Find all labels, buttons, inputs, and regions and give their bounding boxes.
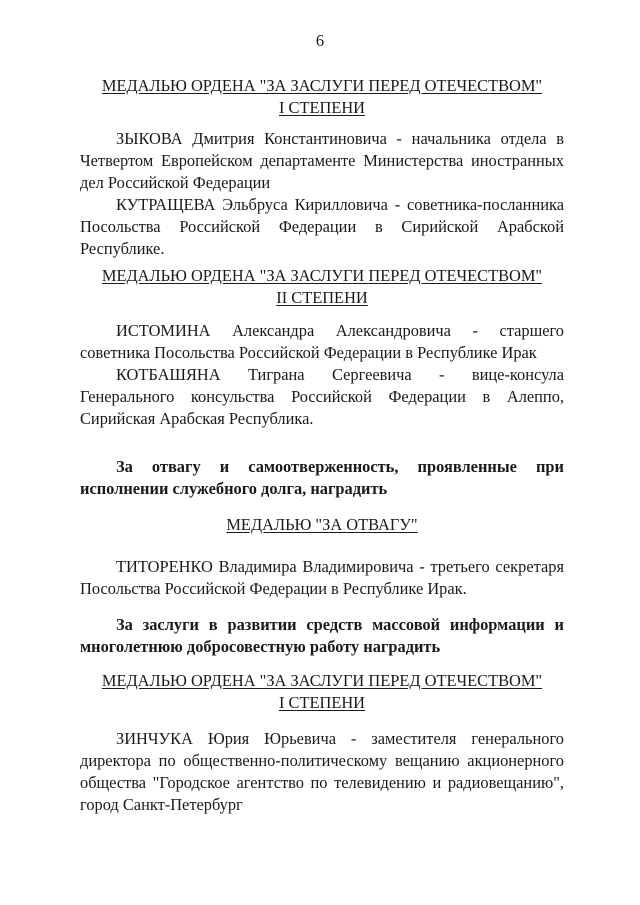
award-heading-degree: I СТЕПЕНИ <box>278 98 366 117</box>
award-reason: За заслуги в развитии средств массовой информации и многолетнюю добросовестную работу наградить <box>80 615 564 656</box>
recipient-details: Александра Александровича - старшего советника Посольства Российской Федерации в Республике Ирак <box>80 321 564 362</box>
award-entry <box>80 128 564 194</box>
award-heading-1 <box>80 75 564 119</box>
award-heading-3 <box>80 514 564 536</box>
award-entry <box>80 556 564 600</box>
award-heading-line: МЕДАЛЬЮ ОРДЕНА "ЗА ЗАСЛУГИ ПЕРЕД ОТЕЧЕСТВОМ" <box>101 671 543 690</box>
award-heading-degree: I СТЕПЕНИ <box>278 693 366 712</box>
recipient-details: Тиграна Сергеевича - вице-консула Генерального консульства Российской Федерации в Алеппо, Сирийская Арабская Республика. <box>80 365 564 428</box>
recipient-surname: КУТРАЩЕВА <box>116 195 216 214</box>
award-entry <box>80 320 564 364</box>
recipient-details: Владимира Владимировича - третьего секретаря Посольства Российской Федерации в Республике Ирак. <box>80 557 564 598</box>
award-heading-degree: II СТЕПЕНИ <box>276 288 368 307</box>
recipient-surname: ТИТОРЕНКО <box>116 557 213 576</box>
award-heading-4 <box>80 670 564 714</box>
award-entry <box>80 364 564 430</box>
recipient-details: Юрия Юрьевича - заместителя генерального директора по общественно-политическому вещанию акционерного общества "Городское агентство по телевидению и радиовещанию", город Санкт-Петербург <box>80 729 564 814</box>
award-heading-2 <box>80 265 564 309</box>
award-entry <box>80 728 564 816</box>
recipient-surname: ЗИНЧУКА <box>116 729 193 748</box>
award-heading-line: МЕДАЛЬЮ ОРДЕНА "ЗА ЗАСЛУГИ ПЕРЕД ОТЕЧЕСТВОМ" <box>101 266 543 285</box>
award-heading-line: МЕДАЛЬЮ ОРДЕНА "ЗА ЗАСЛУГИ ПЕРЕД ОТЕЧЕСТВОМ" <box>101 76 543 95</box>
award-reason: За отвагу и самоотверженность, проявленные при исполнении служебного долга, наградить <box>80 457 564 498</box>
recipient-details: Эльбруса Кирилловича - советника-посланника Посольства Российской Федерации в Сирийской Арабской Республике. <box>80 195 564 258</box>
award-heading-line: МЕДАЛЬЮ "ЗА ОТВАГУ" <box>226 515 418 534</box>
recipient-surname: ИСТОМИНА <box>116 321 211 340</box>
page-number: 6 <box>315 31 325 50</box>
recipient-surname: ЗЫКОВА <box>116 129 183 148</box>
award-entry <box>80 194 564 260</box>
recipient-details: Дмитрия Константиновича - начальника отдела в Четвертом Европейском департаменте Министерства иностранных дел Российской Федерации <box>80 129 564 192</box>
recipient-surname: КОТБАШЯНА <box>116 365 221 384</box>
